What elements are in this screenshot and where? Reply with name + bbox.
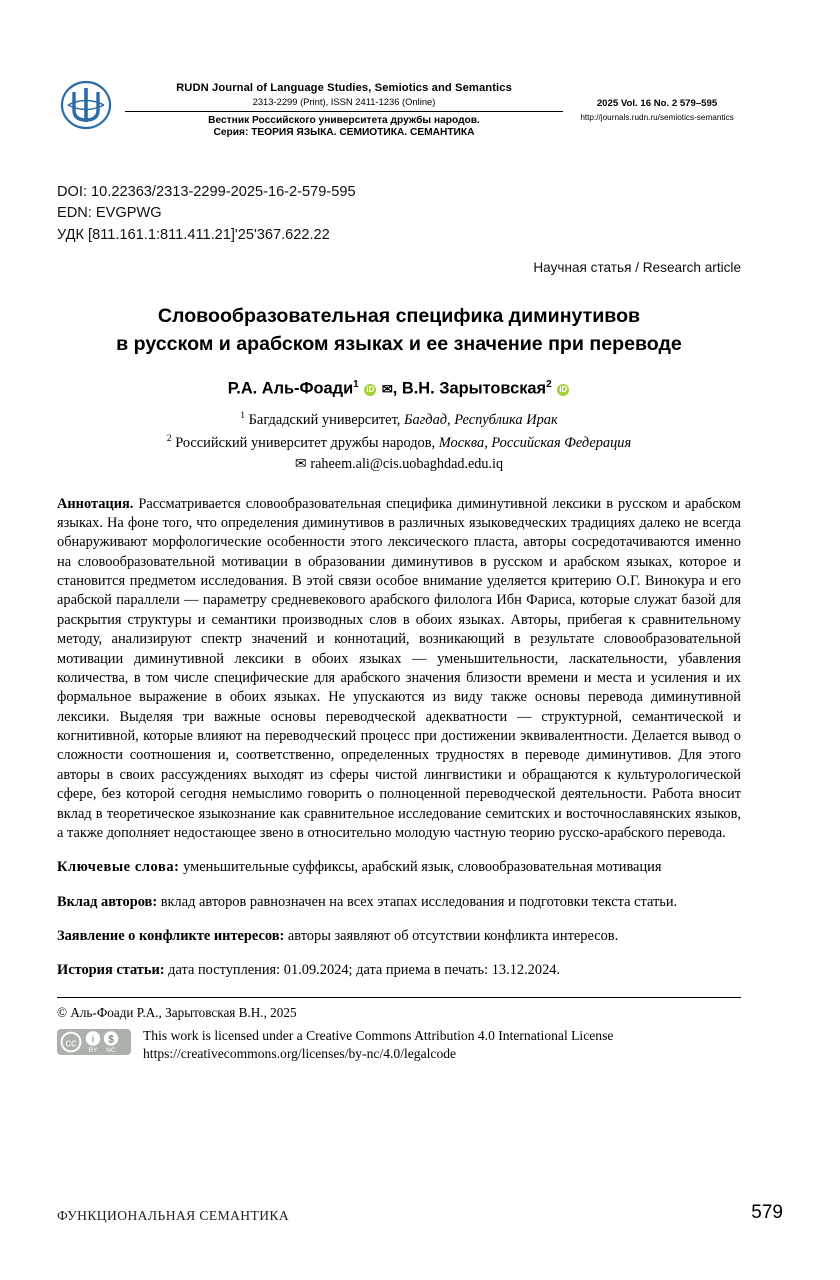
authors: Р.А. Аль-Фоади$^1$ iD ✉, В.Н. Зарытовская$^2$ iD — [227, 378, 568, 397]
contact-email[interactable] — [57, 456, 741, 473]
footer-divider — [57, 997, 741, 998]
page-footer — [57, 1202, 783, 1224]
svg-text:NC: NC — [106, 1046, 116, 1054]
page-content — [57, 78, 741, 1063]
orcid-icon[interactable]: iD — [366, 384, 375, 394]
conflict-text: авторы заявляют об отсутствии конфликта интересов. — [284, 928, 619, 945]
copyright: © Аль-Фоади Р.А., Зарытовская В.Н., 2025 — [57, 1004, 297, 1020]
svg-text:$: $ — [108, 1034, 114, 1046]
abstract-label: Аннотация. — [57, 495, 134, 512]
abstract-text: Рассматривается словообразовательная специфика диминутивной лексики в русском и арабском языках. На фоне того, что определения диминутивов в различных языковедческих традициях далеко не всегда обнаруживают морфологические особенности этого лексического пласта, авторы сосредотачиваются именно на словообразовательной мотивации в образовании диминутивов в русском и арабском языках, которое и становится предметом исследования. В этой связи особое внимание уделяется критерию О.Г. Винокура и его арабской параллели — параметру средневекового арабского филолога Ибн Фариса, которые служат базой для раскрытия структуры и семантики производных слов в обоих языках. Авторы, прибегая к сравнительному методу, анализируют спектр значений и коннотаций, возникающий в результате словообразовательной мотивации диминутивной лексики в обоих языках — уменьшительности, ласкательности, убавления количества, в том числе специфические для арабского значения близости времени и места и усиления и их формальное выражение в обоих языках. Не упускаются из виду также основы перевода диминутивной лексики. Выделяя три важные основы переводческой адекватности — структурной, семантической и когнитивной, которые влияют на переводческий процесс при достижении эквивалентности. Делается вывод о сложности соотношения и, соответственно, определенных трудностях в переводе диминутивов. Для этого авторы в своих рассуждениях выходят из сферы чистой лингвистики и обращаются к культурологической сфере, без которой сегодня немыслимо говорить о полноценной переводческой деятельности. Работа вносит вклад в теоретическое языкознание как сравнительное исследование семитских и восточнославянских языков, а также дополняет недостающее звено в относительно молодую частную теорию русско-арабского перевода. — [57, 495, 741, 841]
conflict-label: Заявление о конфликте интересов: — [57, 928, 285, 945]
svg-text:cc: cc — [65, 1037, 77, 1050]
journal-title-en: RUDN Journal of Language Studies, Semiotics and Semantics — [176, 82, 512, 94]
svg-text:BY: BY — [88, 1046, 98, 1054]
author-name-1: Р.А. Аль-Фоади — [227, 378, 354, 397]
orcid-icon-2[interactable]: iD — [559, 384, 568, 394]
page-number: 579 — [751, 1202, 783, 1223]
envelope-icon[interactable]: ✉ — [381, 380, 393, 396]
issue-info: 2025 Vol. 16 No. 2 579–595 — [596, 98, 718, 109]
affiliation-2-name: Российский университет дружбы народов, — [175, 434, 436, 451]
conflict-of-interest — [57, 927, 741, 946]
envelope-icon-email: ✉ — [294, 455, 307, 472]
article-history — [57, 961, 741, 980]
abstract — [57, 495, 741, 844]
history-label: История статьи: — [57, 962, 165, 979]
affiliation-1 — [57, 410, 741, 429]
creative-commons-icon — [57, 1027, 131, 1060]
contribution-label: Вклад авторов: — [57, 893, 158, 910]
masthead-issue-info — [573, 78, 741, 122]
journal-series-ru: Серия: ТЕОРИЯ ЯЗЫКА. СЕМИОТИКА. СЕМАНТИКА — [213, 127, 475, 138]
masthead-divider — [125, 111, 563, 112]
affiliation-1-name: Багдадский университет, — [248, 411, 401, 428]
journal-issn: 2313-2299 (Print), ISSN 2411-1236 (Online) — [252, 96, 436, 107]
masthead-titles — [125, 78, 563, 138]
article-type: Научная статья / Research article — [533, 259, 741, 275]
affiliation-2 — [57, 433, 741, 452]
udk: УДК [811.161.1:811.411.21]'25'367.622.22 — [57, 226, 330, 243]
title-line-1: Словообразовательная специфика диминутивов — [157, 304, 641, 327]
author-contribution — [57, 893, 741, 912]
email-address: raheem.ali@cis.uobaghdad.edu.iq — [310, 455, 504, 472]
affiliation-2-marker: 2 — [166, 432, 172, 444]
doi[interactable]: DOI: 10.22363/2313-2299-2025-16-2-579-595 — [57, 184, 356, 200]
edn: EDN: EVGPWG — [57, 205, 162, 222]
license-line-1: This work is licensed under a Creative Commons Attribution 4.0 International License — [143, 1027, 614, 1043]
author-name-2: В.Н. Зарытовская — [401, 378, 547, 397]
rudn-logo-icon — [57, 78, 115, 130]
license-line-2[interactable]: https://creativecommons.org/licenses/by-nc/4.0/legalcode — [143, 1045, 457, 1061]
license-text — [143, 1027, 613, 1063]
keywords — [57, 858, 741, 877]
license — [57, 1027, 741, 1063]
author-1-affiliation-marker: 1 — [353, 378, 359, 390]
contribution-text: вклад авторов равнозначен на всех этапах исследования и подготовки текста статьи. — [157, 893, 678, 910]
masthead — [57, 78, 741, 138]
affiliation-2-place: Москва, Российская Федерация — [438, 434, 632, 451]
affiliation-1-place: Багдад, Республика Ирак — [404, 411, 558, 428]
title-line-2: в русском и арабском языках и ее значение при переводе — [116, 332, 682, 355]
affiliation-1-marker: 1 — [240, 409, 246, 421]
author-2-affiliation-marker: 2 — [546, 378, 552, 390]
history-text: дата поступления: 01.09.2024; дата приема в печать: 13.12.2024. — [164, 962, 561, 979]
svg-text:i: i — [92, 1033, 94, 1044]
journal-title-ru: Вестник Российского университета дружбы народов. — [208, 115, 480, 126]
keywords-text: уменьшительные суффиксы, арабский язык, словообразовательная мотивация — [179, 859, 662, 876]
keywords-label: Ключевые слова: — [57, 859, 180, 876]
identifiers — [57, 182, 741, 246]
page-title — [57, 303, 741, 359]
journal-url[interactable]: http://journals.rudn.ru/semiotics-semantics — [580, 113, 734, 122]
footer-section-name: ФУНКЦИОНАЛЬНАЯ СЕМАНТИКА — [57, 1208, 290, 1223]
